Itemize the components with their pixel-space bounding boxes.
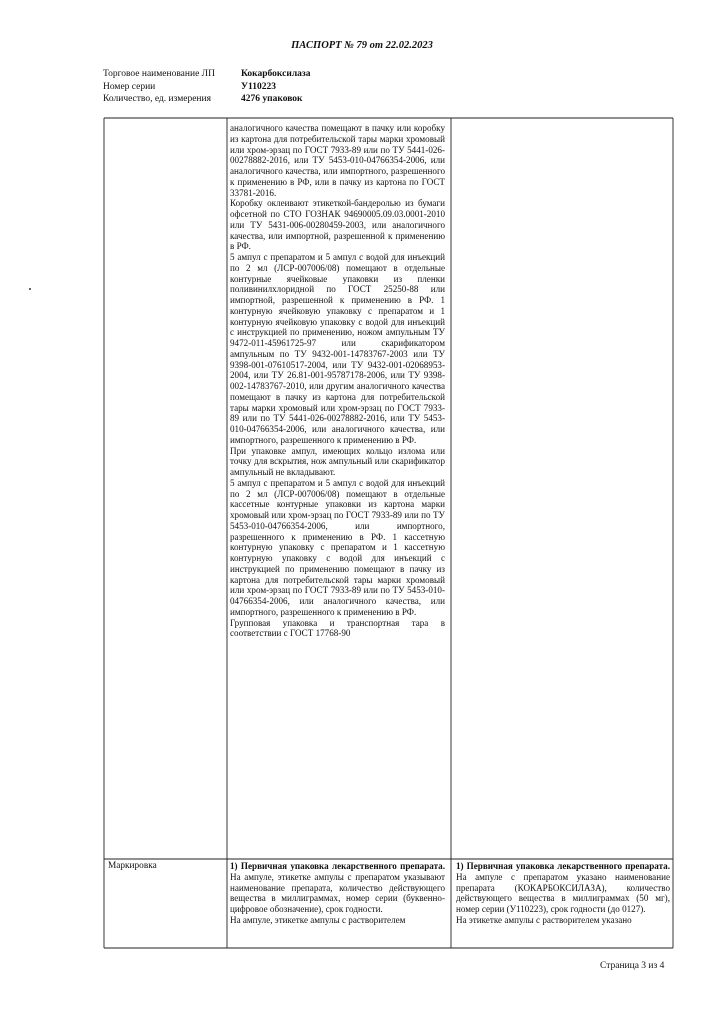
- marking-spec-text: На ампуле, этикетке ампулы с препаратом указывают наименование препарата, количество действующего вещества в миллиграммах, номер серии (буквенно-цифровое обозначение), срок годности.: [230, 871, 445, 914]
- meta-value: Кокарбоксилаза: [241, 69, 311, 79]
- marking-label: Маркировка: [108, 861, 157, 871]
- marking-result-heading: 1) Первичная упаковка лекарственного препарата.: [456, 861, 670, 871]
- meta-value: 4276 упаковок: [241, 94, 303, 104]
- packaging-paragraph: При упаковке ампул, имеющих кольцо излома или точку для вскрытия, нож ампульный или скарификатор ампульный не вкладывают.: [230, 445, 445, 477]
- meta-label: Номер серии: [103, 81, 156, 92]
- marking-spec-heading: 1) Первичная упаковка лекарственного препарата.: [230, 861, 445, 871]
- packaging-paragraph: 5 ампул с препаратом и 5 ампул с водой для инъекций по 2 мл (ЛСР-007006/08) помещают в отдельные кассетные контурные упаковки из картона марки хромовый или хром-эрзац по ГОСТ 7933-89 или по ТУ 5453-010-04766354-2006, или импортного, разрешенного к применению в РФ. 1 кассетную контурную упаковку с препаратом и 1 кассетную контурную упаковку с водой для инъекций с инструкцией по применению помещают в пачку из картона для потребительской тары марки хромовый или хром-эрзац по ГОСТ 7933-89 или по ТУ 5453-010-04766354-2006, или аналогичного качества, или импортного, разрешенного к применению в РФ.: [230, 477, 445, 617]
- meta-label: Торговое наименование ЛП: [103, 69, 215, 79]
- page-title: ПАСПОРТ № 79 от 22.02.2023: [291, 40, 433, 51]
- marking-spec-paragraph: [230, 861, 445, 915]
- packaging-paragraph: аналогичного качества помещают в пачку или коробку из картона для потребительской тары марки хромовый или хром-эрзац по ГОСТ 7933-89 или по ТУ 5441-026-00278882-2016, или ТУ 5453-010-04766354-2006, или аналогичного качества, или импортного, разрешенного к применению в РФ, или в пачку из картона по ГОСТ 33781-2016.: [230, 123, 445, 198]
- marking-spec-cell: [230, 861, 445, 926]
- packaging-paragraph: Групповая упаковка и транспортная тара в соответствии с ГОСТ 17768-90: [230, 617, 445, 639]
- packaging-paragraph: 5 ампул с препаратом и 5 ампул с водой для инъекций по 2 мл (ЛСР-007006/08) помещают в отдельные контурные ячейковые упаковки из пленки поливинилхлоридной по ГОСТ 25250-88 или импортной, разрешенной к применению в РФ. 1 контурную ячейковую упаковку с препаратом и 1 контурную ячейковую упаковку с водой для инъекций с инструкцией по применению, ножом ампульным ТУ 9472-011-45961725-97 или скарификатором ампульным по ТУ 9432-001-14783767-2003 или ТУ 9398-001-07610517-2004, или ТУ 9432-001-02068953-2004, или ТУ 26.81-001-95787178-2006, или ТУ 9398-002-14783767-2010, или другим аналогичного качества помещают в пачку из картона для потребительской тары марки хромовый или хром-эрзац по ГОСТ 7933-89 или по ТУ 5441-026-00278882-2016, или ТУ 5453-010-04766354-2006, или аналогичного качества, или импортного, разрешенного к применению в РФ.: [230, 252, 445, 445]
- packaging-paragraph: Коробку оклеивают этикеткой-бандеролью из бумаги офсетной по СТО ГОЗНАК 94690005.09.03.0001-2010 или ТУ 5431-006-00280459-2003, или аналогичного качества, или импортной, разрешенной к применению в РФ.: [230, 198, 445, 252]
- marking-result-cell: [456, 861, 670, 926]
- packaging-cell: [230, 123, 445, 639]
- marking-spec-paragraph-2: На ампуле, этикетке ампулы с растворителем: [230, 914, 406, 925]
- meta-value: У110223: [241, 81, 276, 92]
- marking-result-paragraph: [456, 861, 670, 915]
- marking-result-text: На ампуле с препаратом указано наименование препарата (КОКАРБОКСИЛАЗА), количество действующего вещества в миллиграммах (50 мг), номер серии (У110223), срок годности (до 0127).: [456, 871, 670, 914]
- meta-label: Количество, ед. измерения: [103, 94, 211, 104]
- marking-result-paragraph-2: На этикетке ампулы с растворителем указано: [456, 914, 632, 925]
- page-number: Страница 3 из 4: [600, 961, 665, 971]
